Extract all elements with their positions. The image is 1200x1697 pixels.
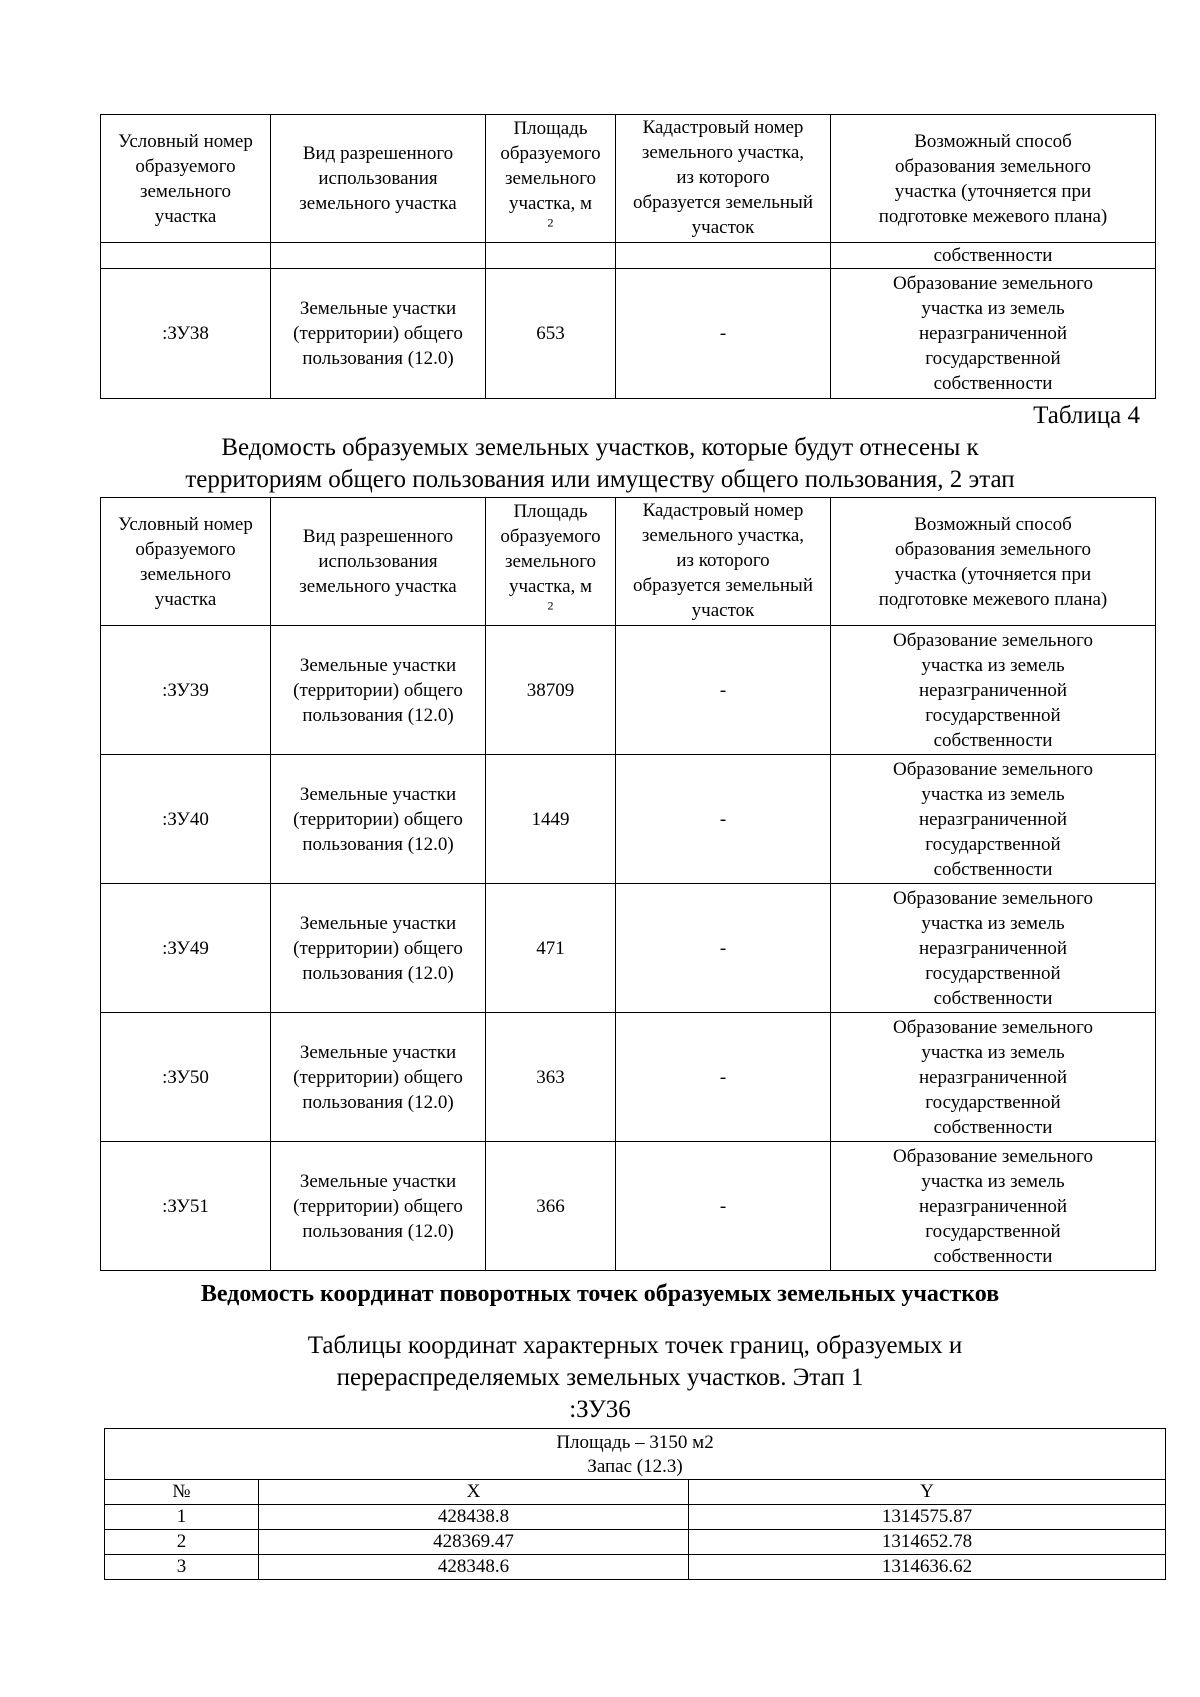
formation-method: Образование земельного участка из земель неразграниченной государственной собственности	[831, 755, 1156, 884]
coords-subtitle: Таблицы координат характерных точек границ, образуемых и перераспределяемых земельных участков. Этап 1 :ЗУ36	[80, 1330, 1120, 1426]
coords-heading: Ведомость координат поворотных точек образуемых земельных участков	[200, 1281, 1000, 1307]
header-area: Площадь образуемого земельного участка, м $^2$	[486, 498, 616, 626]
point-y: 1314652.78	[689, 1530, 1166, 1555]
parcel-id: :ЗУ39	[101, 626, 271, 755]
table-row	[105, 1555, 1166, 1580]
point-y: 1314575.87	[689, 1505, 1166, 1530]
table-row	[101, 1142, 1156, 1271]
point-number: 1	[105, 1505, 259, 1530]
continuation-text: собственности	[831, 243, 1156, 269]
point-x: 428348.6	[259, 1555, 689, 1580]
formation-method: Образование земельного участка из земель неразграниченной государственной собственности	[831, 884, 1156, 1013]
header-cadastral-number: Кадастровый номер земельного участка, из которого образуется земельный участок	[616, 115, 831, 243]
table-row	[101, 626, 1156, 755]
table-4-title: Ведомость образуемых земельных участков, которые будут отнесены к территориям общего пользования или имуществу общего пользования, 2 этап	[185, 434, 1015, 493]
permitted-use: Земельные участки (территории) общего пользования (12.0)	[271, 269, 486, 399]
cadastral-number: -	[616, 626, 831, 755]
coords-use-row	[105, 1455, 1166, 1480]
table-row	[101, 755, 1156, 884]
cadastral-number: -	[616, 755, 831, 884]
table-4-header-row	[101, 498, 1156, 626]
table-4-label: Таблица 4	[1033, 402, 1140, 429]
permitted-use: Земельные участки (территории) общего пользования (12.0)	[271, 1013, 486, 1142]
parcel-area: 38709	[486, 626, 616, 755]
header-cadastral-number: Кадастровый номер земельного участка, из которого образуется земельный участок	[616, 498, 831, 626]
point-y: 1314636.62	[689, 1555, 1166, 1580]
coords-header-x: X	[259, 1480, 689, 1505]
table-3-continuation	[100, 114, 1156, 399]
permitted-use: Земельные участки (территории) общего пользования (12.0)	[271, 884, 486, 1013]
formation-method: Образование земельного участка из земель неразграниченной государственной собственности	[831, 269, 1156, 399]
formation-method: Образование земельного участка из земель неразграниченной государственной собственности	[831, 626, 1156, 755]
table-row	[105, 1505, 1166, 1530]
coords-header-y: Y	[689, 1480, 1166, 1505]
point-number: 3	[105, 1555, 259, 1580]
cadastral-number: -	[616, 269, 831, 399]
parcel-area: 366	[486, 1142, 616, 1271]
table-row	[101, 1013, 1156, 1142]
point-number: 2	[105, 1530, 259, 1555]
parcel-id: :ЗУ38	[101, 269, 271, 399]
permitted-use: Земельные участки (территории) общего пользования (12.0)	[271, 626, 486, 755]
point-x: 428438.8	[259, 1505, 689, 1530]
header-permitted-use: Вид разрешенного использования земельного участка	[271, 498, 486, 626]
header-formation-method: Возможный способ образования земельного участка (уточняется при подготовке межевого плана)	[831, 115, 1156, 243]
continuation-row	[101, 243, 1156, 269]
coords-table	[104, 1428, 1166, 1580]
permitted-use: Земельные участки (территории) общего пользования (12.0)	[271, 1142, 486, 1271]
formation-method: Образование земельного участка из земель неразграниченной государственной собственности	[831, 1142, 1156, 1271]
parcel-label: :ЗУ36	[569, 1396, 631, 1423]
coords-area: Площадь – 3150 м2	[105, 1429, 1166, 1456]
parcel-id: :ЗУ50	[101, 1013, 271, 1142]
parcel-id: :ЗУ40	[101, 755, 271, 884]
parcel-id: :ЗУ51	[101, 1142, 271, 1271]
parcel-area: 363	[486, 1013, 616, 1142]
parcel-area: 653	[486, 269, 616, 399]
table-3-header-row	[101, 115, 1156, 243]
cadastral-number: -	[616, 1013, 831, 1142]
table-4	[100, 497, 1156, 1271]
coords-header-row	[105, 1480, 1166, 1505]
table-row	[105, 1530, 1166, 1555]
coords-area-row	[105, 1429, 1166, 1456]
parcel-area: 1449	[486, 755, 616, 884]
header-conditional-number: Условный номер образуемого земельного участка	[101, 498, 271, 626]
table-row	[101, 884, 1156, 1013]
cadastral-number: -	[616, 884, 831, 1013]
parcel-id: :ЗУ49	[101, 884, 271, 1013]
parcel-area: 471	[486, 884, 616, 1013]
header-formation-method: Возможный способ образования земельного участка (уточняется при подготовке межевого плана)	[831, 498, 1156, 626]
point-x: 428369.47	[259, 1530, 689, 1555]
table-row	[101, 269, 1156, 399]
header-conditional-number: Условный номер образуемого земельного участка	[101, 115, 271, 243]
coords-use: Запас (12.3)	[105, 1455, 1166, 1480]
header-area: Площадь образуемого земельного участка, м $^2$	[486, 115, 616, 243]
header-permitted-use: Вид разрешенного использования земельного участка	[271, 115, 486, 243]
cadastral-number: -	[616, 1142, 831, 1271]
coords-header-number: №	[105, 1480, 259, 1505]
formation-method: Образование земельного участка из земель неразграниченной государственной собственности	[831, 1013, 1156, 1142]
permitted-use: Земельные участки (территории) общего пользования (12.0)	[271, 755, 486, 884]
